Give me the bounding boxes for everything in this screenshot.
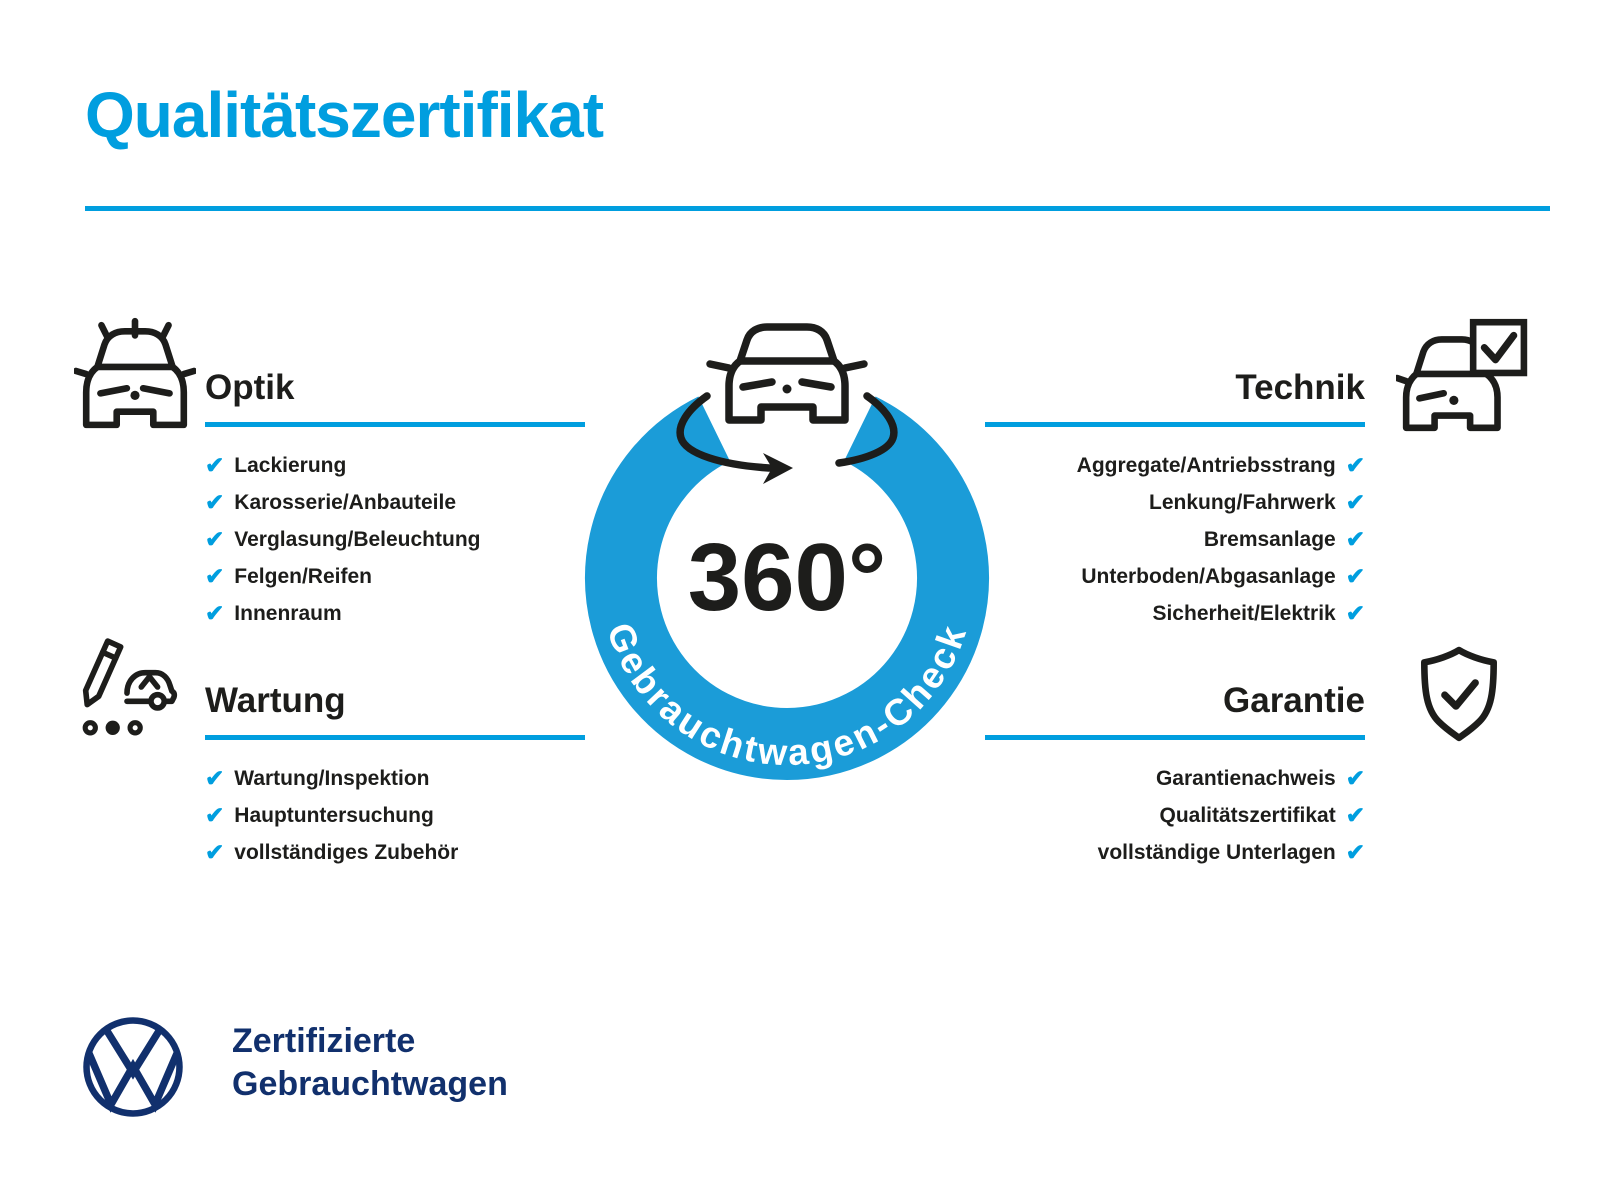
list-item xyxy=(985,760,1365,797)
section-wartung-title: Wartung xyxy=(205,681,346,720)
check-icon: ✔ xyxy=(1345,489,1365,515)
list-item xyxy=(205,521,585,558)
section-garantie-underline xyxy=(985,735,1365,740)
check-icon: ✔ xyxy=(1345,563,1365,589)
check-icon: ✔ xyxy=(205,526,225,552)
section-garantie-list xyxy=(985,760,1365,871)
section-garantie xyxy=(985,681,1365,871)
section-optik xyxy=(205,368,585,632)
section-technik-underline xyxy=(985,422,1365,427)
list-item xyxy=(205,595,585,632)
check-icon: ✔ xyxy=(1345,600,1365,626)
ellipsis-dots xyxy=(85,721,140,735)
list-item-label: Unterboden/Abgasanlage xyxy=(1081,564,1336,588)
list-item-label: Felgen/Reifen xyxy=(234,564,372,588)
check-icon: ✔ xyxy=(205,452,225,478)
list-item xyxy=(985,595,1365,632)
service-checklist-strokes xyxy=(81,641,175,708)
list-item-label: vollständiges Zubehör xyxy=(234,840,459,864)
list-item-label: Aggregate/Antriebsstrang xyxy=(1076,453,1336,477)
list-item xyxy=(205,558,585,595)
list-item-label: Innenraum xyxy=(234,601,342,625)
section-wartung-list xyxy=(205,760,585,871)
list-item-label: Verglasung/Beleuchtung xyxy=(234,527,481,551)
brand-line-1: Zertifizierte xyxy=(232,1022,416,1060)
list-item xyxy=(985,558,1365,595)
badge-degree-label: 360° xyxy=(687,524,887,631)
shiny-car-icon xyxy=(74,314,196,430)
check-icon: ✔ xyxy=(1345,839,1365,865)
car-badge-dot xyxy=(1449,396,1458,405)
list-item xyxy=(205,447,585,484)
list-item xyxy=(205,797,585,834)
list-item-label: Lackierung xyxy=(234,453,347,477)
list-item-label: vollständige Unterlagen xyxy=(1097,840,1336,864)
list-item-label: Karosserie/Anbauteile xyxy=(234,490,457,514)
shield-checkmark xyxy=(1445,683,1476,706)
list-item xyxy=(985,484,1365,521)
section-optik-underline xyxy=(205,422,585,427)
list-item xyxy=(205,834,585,871)
shield-outline xyxy=(1424,650,1493,738)
car-badge-dot xyxy=(130,391,139,400)
list-item xyxy=(205,760,585,797)
check-icon: ✔ xyxy=(1345,802,1365,828)
brand-line-2: Gebrauchtwagen xyxy=(232,1065,508,1103)
list-item-label: Qualitätszertifikat xyxy=(1159,803,1336,827)
check-icon: ✔ xyxy=(1345,765,1365,791)
shiny-car-icon-strokes xyxy=(76,321,194,425)
check-icon: ✔ xyxy=(1345,452,1365,478)
checkbox-icon xyxy=(1473,322,1524,373)
car-checkbox-icon xyxy=(1396,318,1530,432)
list-item xyxy=(205,484,585,521)
list-item-label: Hauptuntersuchung xyxy=(234,803,434,827)
page-title: Qualitätszertifikat xyxy=(85,79,604,151)
used-car-check-badge xyxy=(547,288,1027,788)
list-item xyxy=(985,521,1365,558)
list-item xyxy=(985,834,1365,871)
section-technik-title: Technik xyxy=(1235,368,1365,407)
check-icon: ✔ xyxy=(205,765,225,791)
section-wartung xyxy=(205,681,585,871)
list-item-label: Bremsanlage xyxy=(1203,527,1336,551)
vw-logo xyxy=(80,1014,186,1120)
service-checklist-icon xyxy=(76,636,178,738)
check-icon: ✔ xyxy=(205,839,225,865)
shield-check-icon xyxy=(1408,644,1510,746)
section-technik xyxy=(985,368,1365,632)
section-wartung-underline xyxy=(205,735,585,740)
check-icon: ✔ xyxy=(205,600,225,626)
car-side-icon xyxy=(127,673,174,708)
list-item-label: Lenkung/Fahrwerk xyxy=(1149,490,1336,514)
list-item-label: Wartung/Inspektion xyxy=(234,766,430,790)
badge-ring-label: Gebrauchtwagen-Check xyxy=(598,617,975,774)
list-item xyxy=(985,447,1365,484)
section-technik-list xyxy=(985,447,1365,632)
list-item-label: Sicherheit/Elektrik xyxy=(1152,601,1336,625)
check-icon: ✔ xyxy=(205,563,225,589)
car-badge-dot xyxy=(783,385,792,394)
brand-wordmark xyxy=(232,1020,508,1106)
list-item-label: Garantienachweis xyxy=(1155,766,1336,790)
pencil-icon xyxy=(81,641,121,707)
check-icon: ✔ xyxy=(205,802,225,828)
section-optik-list xyxy=(205,447,585,632)
section-optik-title: Optik xyxy=(205,368,295,407)
title-divider xyxy=(85,206,1550,211)
section-garantie-title: Garantie xyxy=(1223,681,1365,720)
check-icon: ✔ xyxy=(205,489,225,515)
list-item xyxy=(985,797,1365,834)
check-icon: ✔ xyxy=(1345,526,1365,552)
